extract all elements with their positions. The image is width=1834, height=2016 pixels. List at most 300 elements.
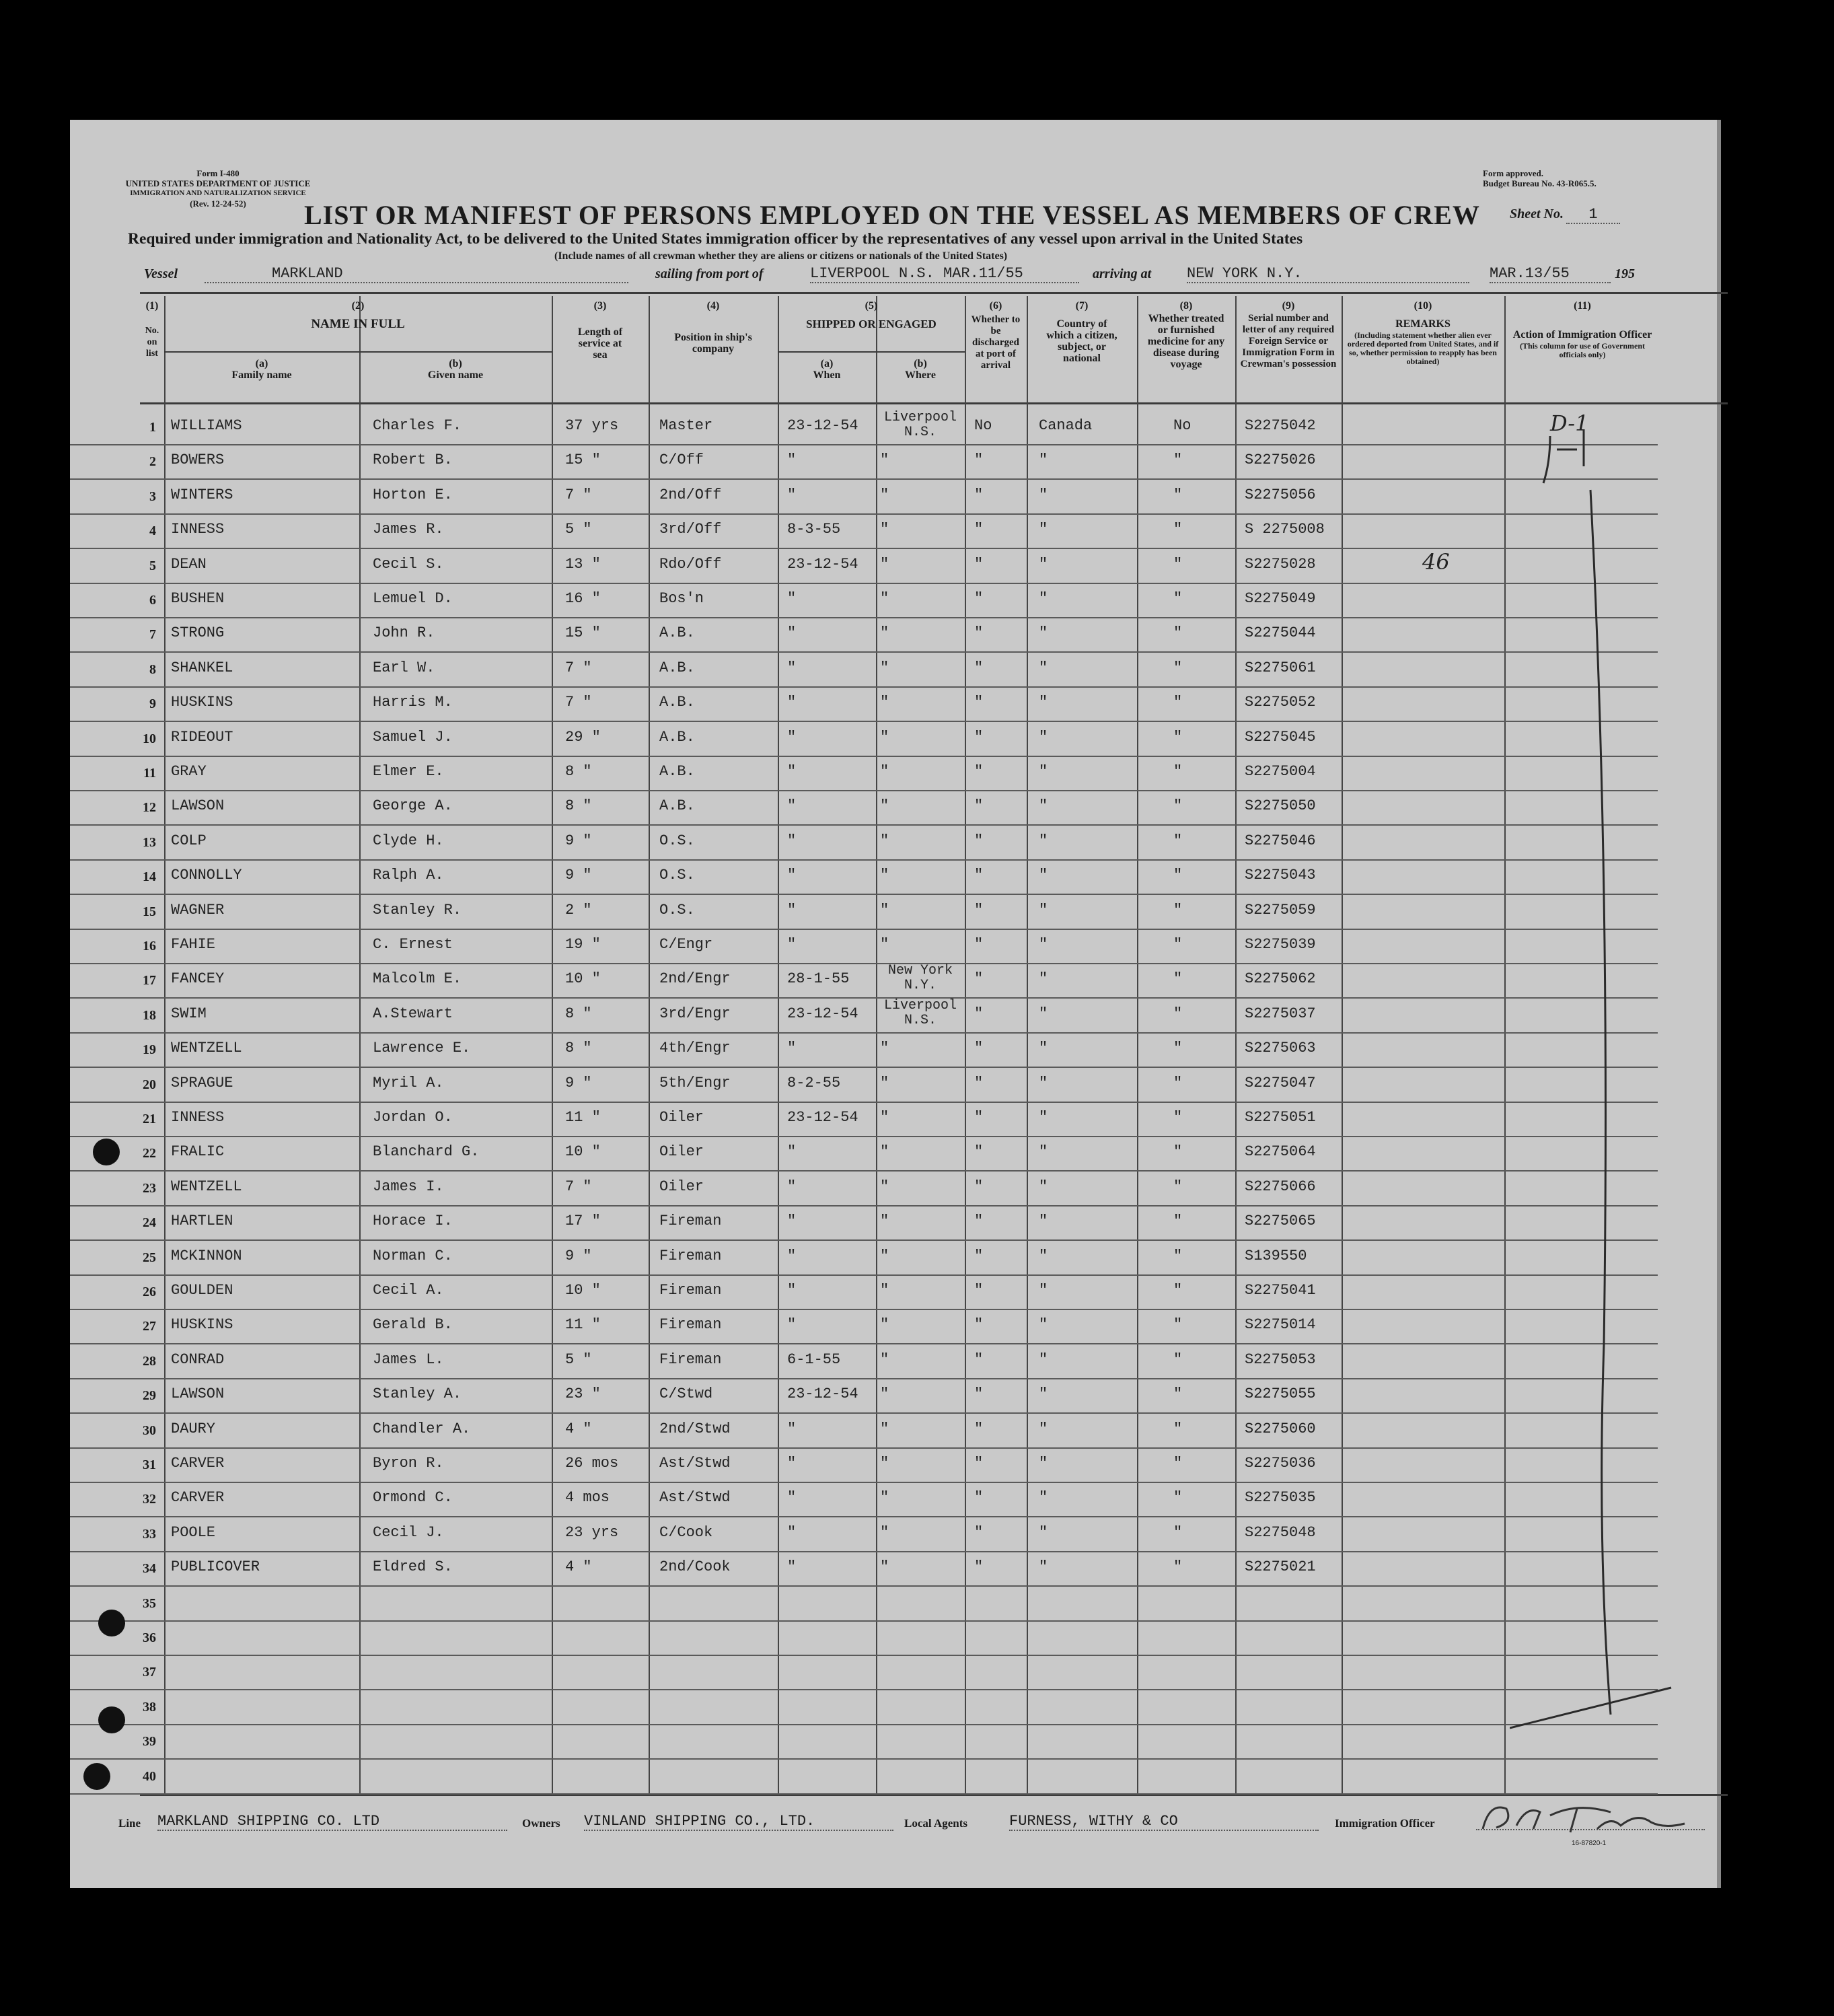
discharged-cell: No <box>974 417 992 434</box>
col-5a-number: (a) <box>820 358 834 369</box>
serial-number-cell: S2275043 <box>1245 867 1316 884</box>
medicine-cell: " <box>1173 867 1183 884</box>
form-revision: (Rev. 12-24-52) <box>190 199 246 209</box>
table-row <box>70 1308 1658 1344</box>
table-header-rule <box>140 402 1728 404</box>
manifest-subtitle: Required under immigration and Nationality Act, to be delivered to the United States immigration officer by the representatives of any vessel upon arrival in the United States <box>128 230 1303 248</box>
table-row <box>70 686 1658 722</box>
shipped-where-cell: " <box>880 1523 889 1541</box>
family-name-cell: HUSKINS <box>171 694 233 711</box>
country-cell: " <box>1039 728 1048 746</box>
given-name-cell: Malcolm E. <box>373 970 462 988</box>
serial-number-cell: S2275060 <box>1245 1420 1316 1437</box>
medicine-cell: " <box>1173 1489 1183 1507</box>
col-11-header <box>1504 300 1660 359</box>
shipped-where-cell: New York N.Y. <box>887 963 953 994</box>
form-approval <box>1483 168 1698 188</box>
col-6-label: Whether to be discharged at port of arrival <box>971 314 1021 371</box>
col-7-label: Country of which a citizen, subject, or national <box>1046 318 1117 364</box>
table-row <box>70 1654 1658 1690</box>
position-cell: Oiler <box>659 1109 704 1126</box>
table-row <box>70 548 1658 584</box>
table-row <box>70 1343 1658 1379</box>
col-11-number: (11) <box>1574 300 1591 312</box>
table-row <box>70 1135 1658 1172</box>
sailing-from-port: LIVERPOOL N.S. MAR.11/55 <box>810 265 1079 283</box>
row-number: 34 <box>143 1561 156 1577</box>
family-name-cell: MCKINNON <box>171 1247 242 1264</box>
shipped-where-cell: " <box>880 1558 889 1576</box>
family-name-cell: SPRAGUE <box>171 1074 233 1091</box>
table-row <box>70 894 1658 930</box>
service-length-cell: 4 mos <box>565 1489 610 1507</box>
serial-number-cell: S2275021 <box>1245 1558 1316 1576</box>
position-cell: Fireman <box>659 1213 722 1230</box>
discharged-cell: " <box>974 1040 984 1057</box>
medicine-cell: " <box>1173 1178 1183 1195</box>
family-name-cell: BOWERS <box>171 452 225 469</box>
owners-value: VINLAND SHIPPING CO., LTD. <box>584 1813 893 1831</box>
given-name-cell: Jordan O. <box>373 1109 453 1126</box>
table-row <box>70 824 1658 861</box>
family-name-cell: POOLE <box>171 1523 216 1541</box>
given-name-cell: Lawrence E. <box>373 1040 471 1057</box>
discharged-cell: " <box>974 659 984 676</box>
binder-hole <box>83 1763 110 1790</box>
shipped-where-cell: " <box>880 452 889 469</box>
family-name-cell: HARTLEN <box>171 1213 233 1230</box>
col-8-header <box>1137 300 1235 370</box>
row-number: 6 <box>149 593 156 608</box>
col-3-header <box>552 300 649 361</box>
row-number: 35 <box>143 1595 156 1611</box>
country-cell: " <box>1039 1040 1048 1057</box>
country-cell: " <box>1039 590 1048 607</box>
country-cell: " <box>1039 1523 1048 1541</box>
medicine-cell: " <box>1173 1247 1183 1264</box>
table-row <box>70 962 1658 999</box>
shipped-where-cell: Liverpool N.S. <box>883 410 957 440</box>
table-row <box>70 1377 1658 1414</box>
family-name-cell: CARVER <box>171 1455 225 1472</box>
row-number: 14 <box>143 869 156 885</box>
position-cell: 2nd/Engr <box>659 970 731 988</box>
row-number: 29 <box>143 1388 156 1404</box>
medicine-cell: No <box>1173 417 1191 434</box>
position-cell: 2nd/Off <box>659 486 722 503</box>
country-cell: " <box>1039 452 1048 469</box>
discharged-cell: " <box>974 901 984 919</box>
discharged-cell: " <box>974 1005 984 1022</box>
given-name-cell: Cecil J. <box>373 1523 444 1541</box>
table-row <box>70 755 1658 791</box>
form-header-agency <box>124 168 312 209</box>
shipped-when-cell: 6-1-55 <box>787 1351 841 1368</box>
discharged-cell: " <box>974 624 984 642</box>
shipped-where-cell: " <box>880 1420 889 1437</box>
given-name-cell: Gerald B. <box>373 1316 453 1334</box>
table-row <box>70 582 1658 618</box>
discharged-cell: " <box>974 1109 984 1126</box>
shipped-where-cell: Liverpool N.S. <box>883 997 957 1028</box>
shipped-when-cell: " <box>787 936 797 953</box>
shipped-where-cell: " <box>880 659 889 676</box>
medicine-cell: " <box>1173 521 1183 538</box>
serial-number-cell: S2275047 <box>1245 1074 1316 1091</box>
family-name-cell: GRAY <box>171 763 207 780</box>
medicine-cell: " <box>1173 1074 1183 1091</box>
table-row <box>70 1101 1658 1137</box>
given-name-cell: C. Ernest <box>373 936 453 953</box>
table-row <box>70 928 1658 964</box>
col-5a-header <box>778 358 876 381</box>
serial-number-cell: S2275046 <box>1245 832 1316 849</box>
country-cell: " <box>1039 659 1048 676</box>
discharged-cell: " <box>974 763 984 780</box>
table-row <box>70 409 1658 445</box>
position-cell: O.S. <box>659 867 695 884</box>
service-length-cell: 9 " <box>565 867 592 884</box>
table-row <box>70 1723 1658 1760</box>
shipped-where-cell: " <box>880 1109 889 1126</box>
service-length-cell: 13 " <box>565 555 601 573</box>
medicine-cell: " <box>1173 486 1183 503</box>
medicine-cell: " <box>1173 1385 1183 1403</box>
col-10-number: (10) <box>1414 300 1432 312</box>
manifest-title: LIST OR MANIFEST OF PERSONS EMPLOYED ON THE VESSEL AS MEMBERS OF CREW <box>304 200 1480 230</box>
country-cell: " <box>1039 1005 1048 1022</box>
row-number: 38 <box>143 1699 156 1715</box>
service-length-cell: 10 " <box>565 1282 601 1299</box>
shipped-where-cell: " <box>880 797 889 815</box>
table-row <box>70 789 1658 826</box>
country-cell: " <box>1039 1316 1048 1334</box>
service-length-cell: 8 " <box>565 1040 592 1057</box>
family-name-cell: WENTZELL <box>171 1040 242 1057</box>
shipped-when-cell: " <box>787 1420 797 1437</box>
country-cell: " <box>1039 1247 1048 1264</box>
medicine-cell: " <box>1173 590 1183 607</box>
position-cell: 3rd/Off <box>659 521 722 538</box>
given-name-cell: Harris M. <box>373 694 453 711</box>
row-number: 31 <box>143 1457 156 1472</box>
line-label: Line <box>118 1817 141 1830</box>
col-5-label: SHIPPED OR ENGAGED <box>806 318 937 330</box>
manifest-note: (Include names of all crewman whether they are aliens or citizens or nationals of the United States) <box>554 250 1008 262</box>
position-cell: 4th/Engr <box>659 1040 731 1057</box>
shipped-where-cell: " <box>880 832 889 849</box>
position-cell: A.B. <box>659 624 695 642</box>
col-5b-label: Where <box>905 369 936 381</box>
family-name-cell: SWIM <box>171 1005 207 1022</box>
shipped-where-cell: " <box>880 1489 889 1507</box>
shipped-when-cell: " <box>787 1523 797 1541</box>
row-number: 3 <box>149 489 156 504</box>
discharged-cell: " <box>974 832 984 849</box>
position-cell: O.S. <box>659 832 695 849</box>
position-cell: O.S. <box>659 901 695 919</box>
position-cell: Master <box>659 417 713 434</box>
country-cell: " <box>1039 1282 1048 1299</box>
table-row <box>70 1550 1658 1587</box>
shipped-when-cell: " <box>787 797 797 815</box>
row-number: 8 <box>149 661 156 677</box>
agency-name: UNITED STATES DEPARTMENT OF JUSTICE <box>125 178 311 188</box>
service-length-cell: 10 " <box>565 970 601 988</box>
given-name-cell: Samuel J. <box>373 728 453 746</box>
row-number: 19 <box>143 1042 156 1058</box>
arriving-at-port: NEW YORK N.Y. <box>1187 265 1469 283</box>
serial-number-cell: S2275026 <box>1245 452 1316 469</box>
col-2-number: (2) <box>351 300 365 312</box>
table-row <box>70 1239 1658 1276</box>
given-name-cell: Byron R. <box>373 1455 444 1472</box>
medicine-cell: " <box>1173 936 1183 953</box>
country-cell: " <box>1039 1213 1048 1230</box>
service-name: IMMIGRATION AND NATURALIZATION SERVICE <box>130 189 306 197</box>
shipped-when-cell: " <box>787 1040 797 1057</box>
shipped-when-cell: " <box>787 1143 797 1161</box>
shipped-where-cell: " <box>880 1385 889 1403</box>
position-cell: Fireman <box>659 1247 722 1264</box>
given-name-cell: Robert B. <box>373 452 453 469</box>
table-row <box>70 1170 1658 1207</box>
serial-number-cell: S2275059 <box>1245 901 1316 919</box>
col-5b-header <box>876 358 965 381</box>
col-1-header <box>140 300 164 359</box>
col-2a-number: (a) <box>255 358 268 369</box>
medicine-cell: " <box>1173 1558 1183 1576</box>
country-cell: " <box>1039 486 1048 503</box>
row-number: 4 <box>149 524 156 539</box>
service-length-cell: 15 " <box>565 624 601 642</box>
country-cell: " <box>1039 797 1048 815</box>
serial-number-cell: S2275050 <box>1245 797 1316 815</box>
given-name-cell: Earl W. <box>373 659 435 676</box>
col-7-header <box>1027 300 1137 364</box>
immigration-officer-label: Immigration Officer <box>1335 1817 1435 1830</box>
medicine-cell: " <box>1173 832 1183 849</box>
col-5-header <box>778 300 965 330</box>
position-cell: C/Off <box>659 452 704 469</box>
shipped-where-cell: " <box>880 1351 889 1368</box>
country-cell: " <box>1039 1178 1048 1195</box>
table-row <box>70 616 1658 653</box>
country-cell: " <box>1039 694 1048 711</box>
col-5a-label: When <box>813 369 841 381</box>
row-number: 36 <box>143 1630 156 1645</box>
col-2a-label: Family name <box>231 369 292 381</box>
discharged-cell: " <box>974 1143 984 1161</box>
shipped-where-cell: " <box>880 1316 889 1334</box>
discharged-cell: " <box>974 936 984 953</box>
shipped-when-cell: " <box>787 1282 797 1299</box>
family-name-cell: WILLIAMS <box>171 417 242 434</box>
country-cell: " <box>1039 1558 1048 1576</box>
serial-number-cell: S2275063 <box>1245 1040 1316 1057</box>
table-row <box>70 721 1658 757</box>
position-cell: 2nd/Stwd <box>659 1420 731 1437</box>
position-cell: A.B. <box>659 694 695 711</box>
position-cell: 5th/Engr <box>659 1074 731 1091</box>
shipped-when-cell: 28-1-55 <box>787 970 850 988</box>
discharged-cell: " <box>974 1420 984 1437</box>
shipped-when-cell: " <box>787 728 797 746</box>
position-cell: Fireman <box>659 1351 722 1368</box>
position-cell: A.B. <box>659 728 695 746</box>
col-7-number: (7) <box>1075 300 1089 312</box>
country-cell: " <box>1039 763 1048 780</box>
medicine-cell: " <box>1173 1316 1183 1334</box>
shipped-where-cell: " <box>880 521 889 538</box>
row-number: 15 <box>143 904 156 919</box>
col-3-number: (3) <box>593 300 607 312</box>
serial-number-cell: S2275048 <box>1245 1523 1316 1541</box>
line-value: MARKLAND SHIPPING CO. LTD <box>157 1813 507 1831</box>
shipped-when-cell: 23-12-54 <box>787 1005 858 1022</box>
col-2-header <box>164 300 552 330</box>
serial-number-cell: S2275051 <box>1245 1109 1316 1126</box>
serial-number-cell: S2275041 <box>1245 1282 1316 1299</box>
service-length-cell: 11 " <box>565 1109 601 1126</box>
family-name-cell: RIDEOUT <box>171 728 233 746</box>
table-row <box>70 443 1658 480</box>
family-name-cell: FANCEY <box>171 970 225 988</box>
row-number: 26 <box>143 1285 156 1299</box>
discharged-cell: " <box>974 486 984 503</box>
family-name-cell: BUSHEN <box>171 590 225 607</box>
row-number: 27 <box>143 1319 156 1334</box>
serial-number-cell: S2275055 <box>1245 1385 1316 1403</box>
shipped-when-cell: " <box>787 867 797 884</box>
service-length-cell: 8 " <box>565 1005 592 1022</box>
service-length-cell: 9 " <box>565 1247 592 1264</box>
family-name-cell: GOULDEN <box>171 1282 233 1299</box>
row-number: 18 <box>143 1007 156 1023</box>
row-number: 12 <box>143 800 156 816</box>
shipped-where-cell: " <box>880 1455 889 1472</box>
country-cell: " <box>1039 521 1048 538</box>
table-top-rule <box>140 292 1728 294</box>
serial-number-cell: S2275056 <box>1245 486 1316 503</box>
row-number: 10 <box>143 731 156 746</box>
service-length-cell: 4 " <box>565 1558 592 1576</box>
service-length-cell: 5 " <box>565 521 592 538</box>
discharged-cell: " <box>974 1282 984 1299</box>
country-cell: " <box>1039 1489 1048 1507</box>
discharged-cell: " <box>974 1523 984 1541</box>
family-name-cell: WENTZELL <box>171 1178 242 1195</box>
shipped-where-cell: " <box>880 1282 889 1299</box>
family-name-cell: DEAN <box>171 555 207 573</box>
shipped-when-cell: " <box>787 1558 797 1576</box>
given-name-cell: A.Stewart <box>373 1005 453 1022</box>
serial-number-cell: S 2275008 <box>1245 521 1325 538</box>
position-cell: A.B. <box>659 763 695 780</box>
country-cell: " <box>1039 867 1048 884</box>
service-length-cell: 9 " <box>565 832 592 849</box>
col-5b-number: (b) <box>914 358 927 369</box>
position-cell: Rdo/Off <box>659 555 722 573</box>
form-number: Form I-480 <box>196 168 240 178</box>
medicine-cell: " <box>1173 659 1183 676</box>
family-name-cell: LAWSON <box>171 797 225 815</box>
serial-number-cell: S2275065 <box>1245 1213 1316 1230</box>
position-cell: Ast/Stwd <box>659 1455 731 1472</box>
discharged-cell: " <box>974 1074 984 1091</box>
given-name-cell: Eldred S. <box>373 1558 453 1576</box>
col-2-label: NAME IN FULL <box>311 317 405 331</box>
medicine-cell: " <box>1173 797 1183 815</box>
shipped-when-cell: 23-12-54 <box>787 1109 858 1126</box>
table-row <box>70 1032 1658 1068</box>
shipped-where-cell: " <box>880 694 889 711</box>
shipped-when-cell: " <box>787 590 797 607</box>
given-name-cell: Norman C. <box>373 1247 453 1264</box>
country-cell: " <box>1039 1074 1048 1091</box>
sheet-number-label: Sheet No. <box>1510 207 1564 221</box>
row-number: 40 <box>143 1768 156 1784</box>
table-row <box>70 1516 1658 1552</box>
table-row <box>70 1481 1658 1517</box>
serial-number-cell: S2275036 <box>1245 1455 1316 1472</box>
position-cell: C/Cook <box>659 1523 713 1541</box>
name-subheader-rule <box>164 351 552 353</box>
manifest-sheet <box>70 120 1721 1888</box>
family-name-cell: COLP <box>171 832 207 849</box>
medicine-cell: " <box>1173 694 1183 711</box>
sheet-number <box>1510 206 1620 224</box>
country-cell: " <box>1039 1143 1048 1161</box>
discharged-cell: " <box>974 1213 984 1230</box>
col-2b-label: Given name <box>427 369 484 381</box>
row-number: 1 <box>149 420 156 435</box>
shipped-where-cell: " <box>880 486 889 503</box>
col-9-header <box>1235 300 1342 370</box>
serial-number-cell: S2275066 <box>1245 1178 1316 1195</box>
medicine-cell: " <box>1173 1109 1183 1126</box>
discharged-cell: " <box>974 521 984 538</box>
col-5-number: (5) <box>865 300 878 312</box>
print-code: 16-87820-1 <box>1572 1840 1607 1847</box>
row-number: 28 <box>143 1353 156 1369</box>
discharged-cell: " <box>974 1385 984 1403</box>
shipped-when-cell: 8-3-55 <box>787 521 841 538</box>
shipped-where-cell: " <box>880 1074 889 1091</box>
shipped-when-cell: " <box>787 486 797 503</box>
family-name-cell: DAURY <box>171 1420 216 1437</box>
discharged-cell: " <box>974 1316 984 1334</box>
medicine-cell: " <box>1173 555 1183 573</box>
family-name-cell: SHANKEL <box>171 659 233 676</box>
service-length-cell: 2 " <box>565 901 592 919</box>
given-name-cell: Lemuel D. <box>373 590 453 607</box>
owners-label: Owners <box>522 1817 560 1830</box>
voyage-line <box>144 264 1691 288</box>
shipped-where-cell: " <box>880 936 889 953</box>
serial-number-cell: S2275035 <box>1245 1489 1316 1507</box>
service-length-cell: 26 mos <box>565 1455 619 1472</box>
table-row <box>70 1447 1658 1483</box>
table-row <box>70 1412 1658 1449</box>
shipped-when-cell: " <box>787 763 797 780</box>
given-name-cell: Clyde H. <box>373 832 444 849</box>
row-number: 21 <box>143 1112 156 1126</box>
serial-number-cell: S2275042 <box>1245 417 1316 434</box>
officer-bracket-mark <box>1510 402 1685 1748</box>
shipped-when-cell: 8-2-55 <box>787 1074 841 1091</box>
serial-number-cell: S2275049 <box>1245 590 1316 607</box>
